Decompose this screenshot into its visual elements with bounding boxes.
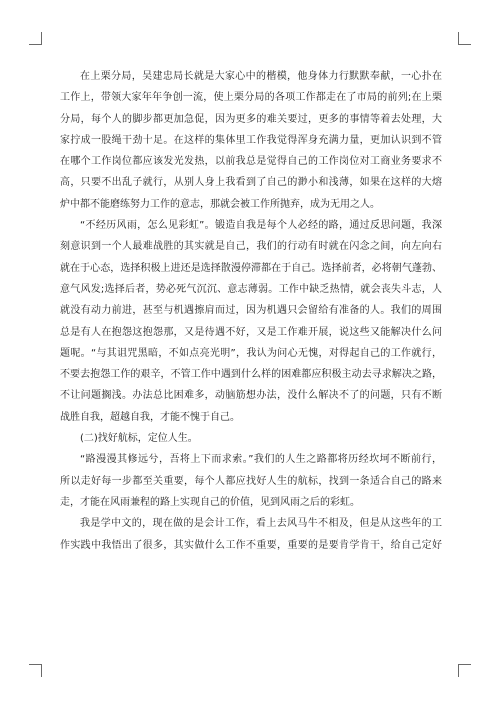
text-line: 走，才能在风雨兼程的路上实现自己的价值，见到风雨之后的彩虹。 (60, 496, 360, 508)
text-line: 炉中都不能磨练努力工作的意志，那就会被工作所抛弃，成为无用之人。 (60, 198, 380, 210)
text-line: 在哪个工作岗位都应该发光发热，以前我总是觉得自己的工作岗位对工商业务要求不 (60, 156, 442, 168)
text-line: 题呢。“与其诅咒黑暗，不如点亮光明”，我认为问心无愧，对得起自己的工作就行， (60, 347, 442, 359)
text-line: 在上栗分局，吴建忠局长就是大家心中的楷模，他身体力行默默奉献，一心扑在 (80, 71, 442, 82)
text-line: 高，只要不出乱子就行，从别人身上我看到了自己的渺小和浅薄，如果在这样的大熔 (60, 177, 442, 189)
text-line: 就在于心态，选择积极上进还是选择散漫停滞都在于自己。选择前者，必将朝气蓬勃、 (60, 262, 442, 274)
crop-mark-bottom-left (29, 664, 42, 677)
text-line: 意气风发;选择后者，势必死气沉沉、意志薄弱。工作中缺乏热情，就会丧失斗志，人 (60, 283, 442, 295)
text-line: 不要去抱怨工作的艰辛，不管工作中遇到什么样的困难都应积极主动去寻求解决之路， (60, 369, 442, 381)
text-line: 就没有动力前进，甚至与机遇擦肩而过，因为机遇只会留给有准备的人。我们的周围 (60, 305, 442, 317)
crop-mark-top-left (29, 32, 42, 45)
text-line: 工作上，带领大家年年争创一流，使上栗分局的各项工作都走在了市局的前列;在上栗 (60, 92, 442, 104)
text-line: 战胜自我，超越自我，才能不愧于自己。 (60, 411, 240, 423)
body-text (60, 66, 442, 556)
text-line: 所以走好每一步都至关重要，每个人都应找好人生的航标，找到一条适合自己的路来 (60, 475, 442, 487)
text-line: 分局，每个人的脚步都更加急促，因为更多的难关要过，更多的事情等着去处理，大 (60, 113, 442, 125)
text-line: 总是有人在抱怨这抱怨那，又是待遇不好，又是工作难开展，说这些又能解决什么问 (60, 326, 442, 338)
crop-mark-top-right (458, 32, 471, 45)
text-line: 不让问题搁浅。办法总比困难多，动脑筋想办法，没什么解决不了的问题，只有不断 (60, 390, 442, 402)
text-line: 作实践中我悟出了很多，其实做什么工作不重要，重要的是要肯学肯干，给自己定好 (60, 539, 442, 551)
text-line: 我是学中文的，现在做的是会计工作，看上去风马牛不相及，但是从这些年的工 (80, 518, 442, 530)
text-line: 家拧成一股绳干劲十足。在这样的集体里工作我觉得浑身充满力量，更加认识到不管 (60, 134, 442, 146)
text-line: 刻意识到一个人最难战胜的其实就是自己，我们的行动有时就在闪念之间，向左向右 (60, 241, 442, 253)
crop-mark-bottom-right (458, 664, 471, 677)
text-line: “不经历风雨，怎么见彩虹”。锻造自我是每个人必经的路，通过反思问题，我深 (80, 220, 442, 232)
text-line: “路漫漫其修远兮，吾将上下而求索。”我们的人生之路都将历经坎坷不断前行， (80, 454, 442, 466)
text-line: (二)找好航标，定位人生。 (80, 433, 198, 445)
